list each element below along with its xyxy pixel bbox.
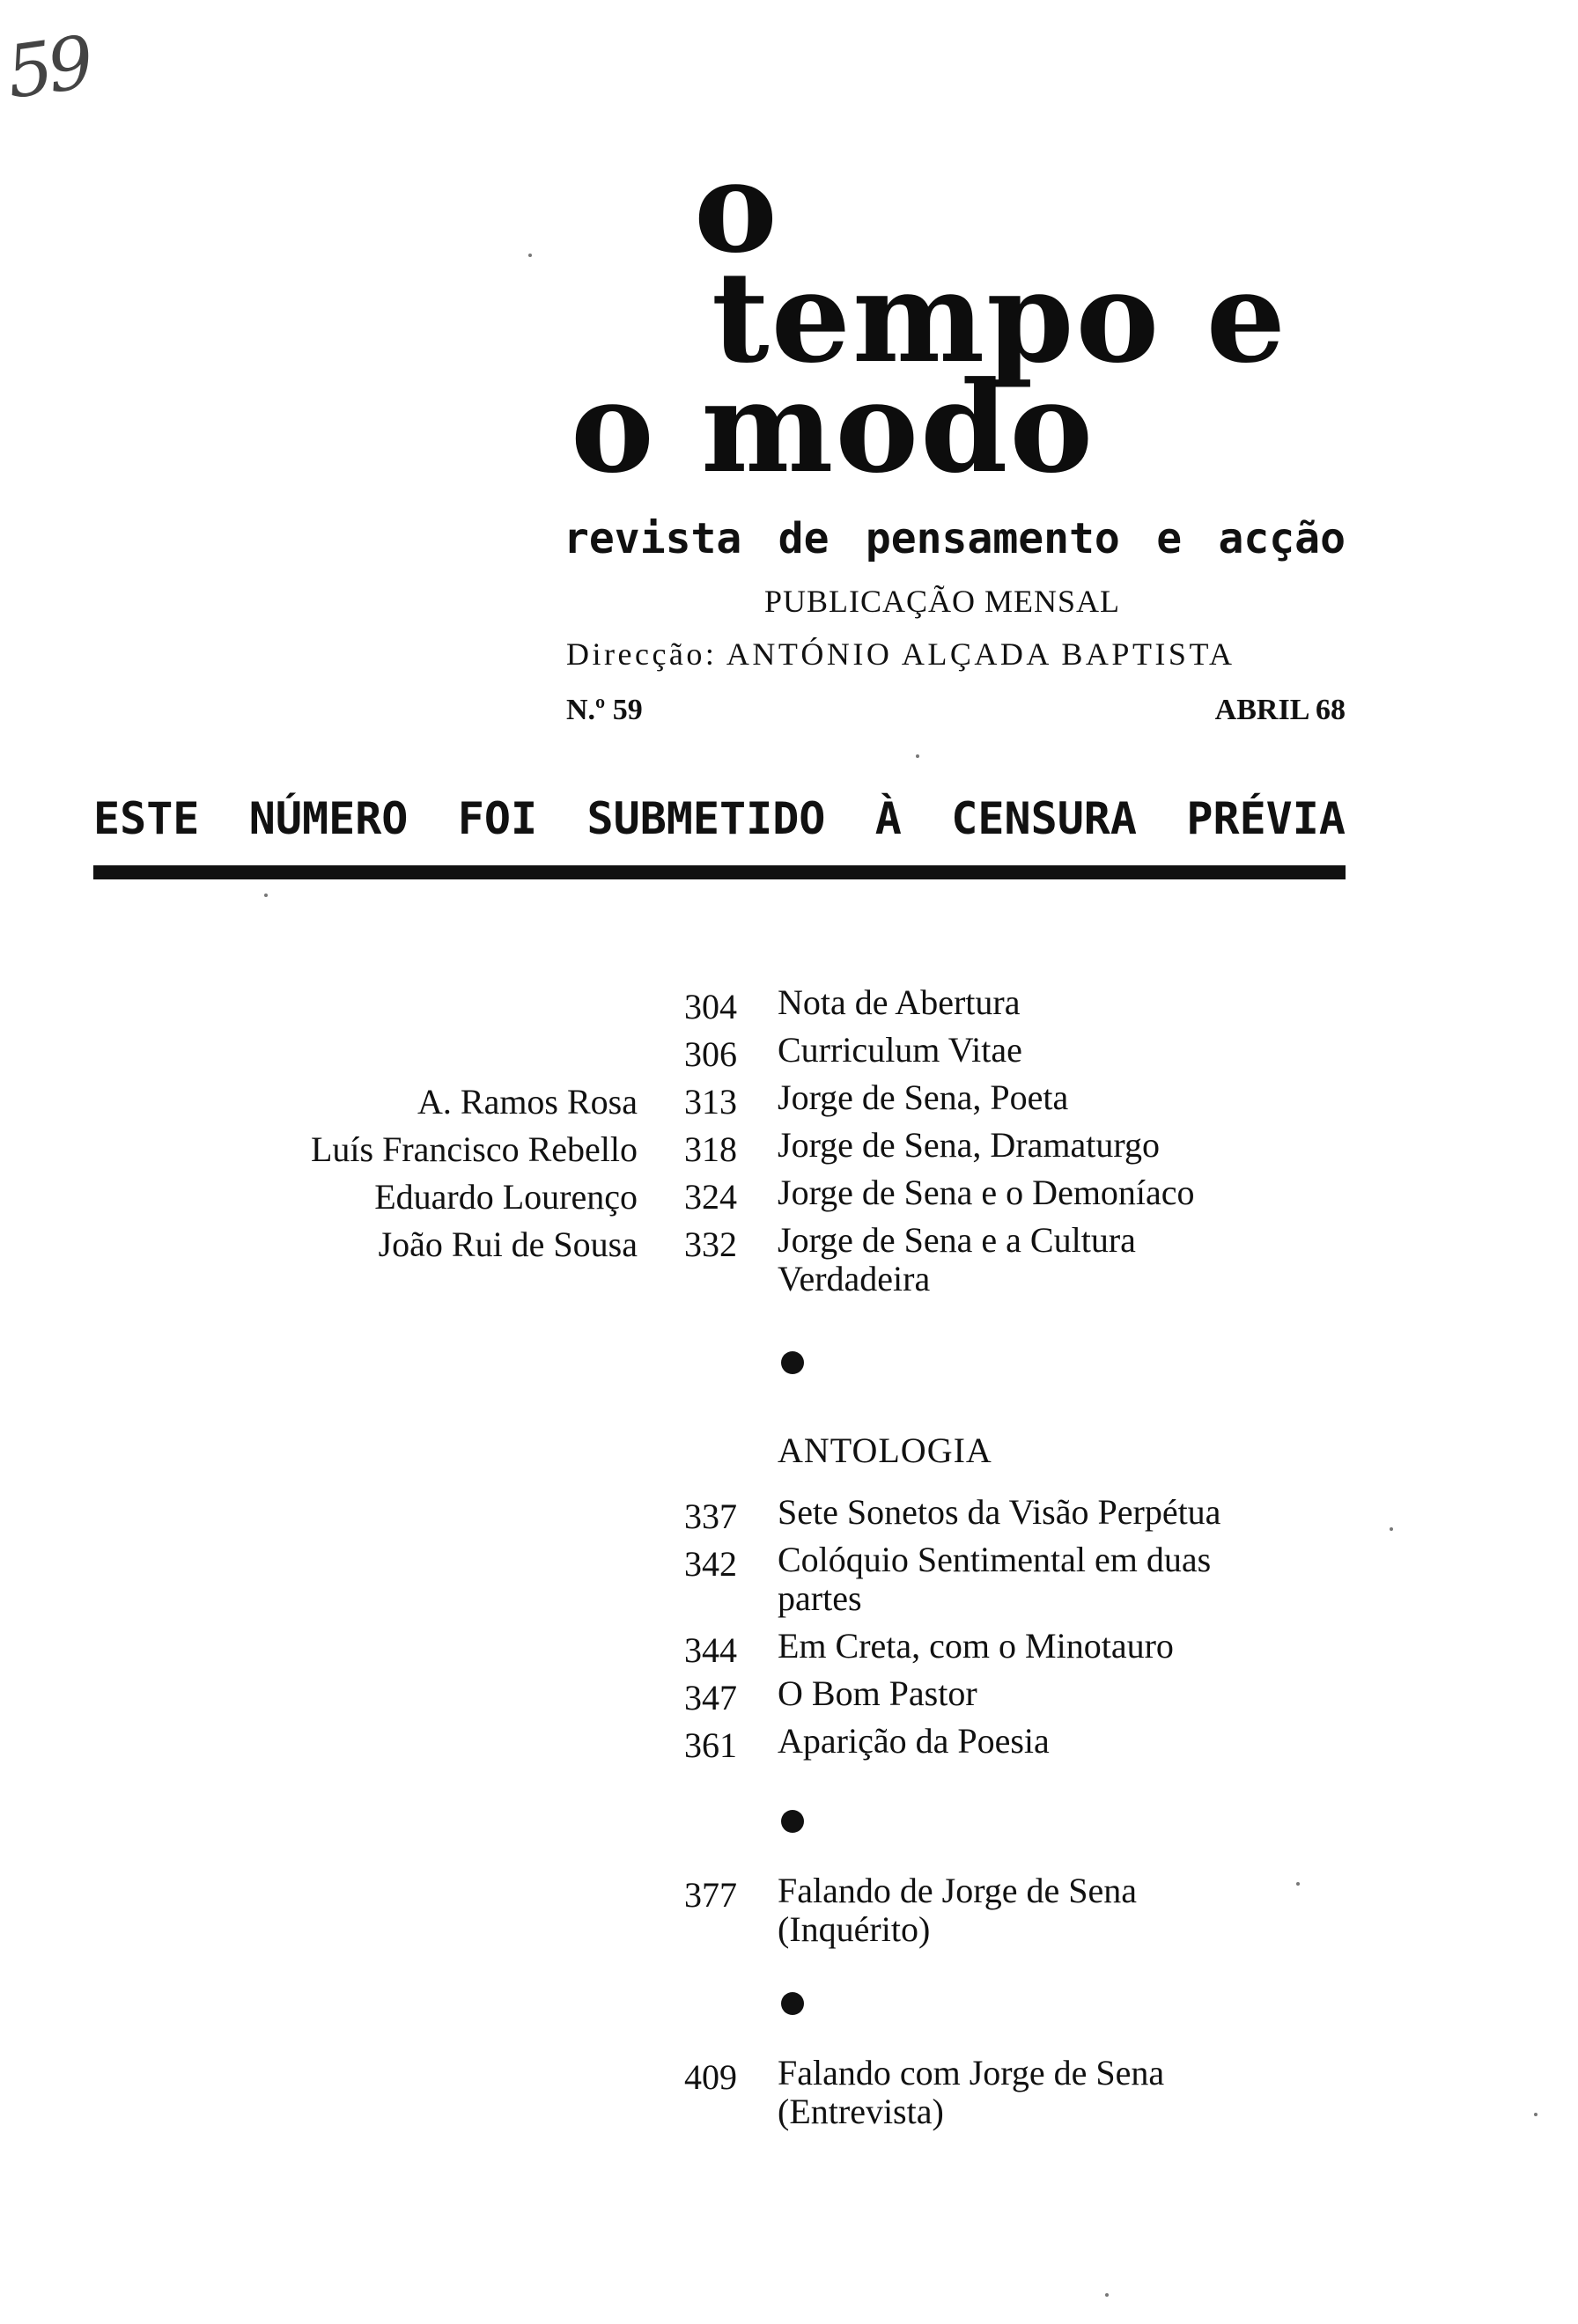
page-number: 332 bbox=[684, 1225, 737, 1264]
contents-row bbox=[0, 1627, 1578, 1674]
section-heading: ANTOLOGIA bbox=[778, 1430, 992, 1470]
article-title: O Bom Pastor bbox=[778, 1673, 977, 1713]
logo-line-2: tempo e bbox=[712, 245, 1287, 391]
contents-row bbox=[0, 2053, 1578, 2131]
scan-speck bbox=[1534, 2113, 1537, 2116]
article-title: Jorge de Sena e o Demoníaco bbox=[778, 1173, 1195, 1212]
section-bullet bbox=[781, 1810, 804, 1833]
publication-frequency: PUBLICAÇÃO MENSAL bbox=[764, 584, 1121, 619]
censorship-word: ESTE bbox=[93, 793, 200, 844]
article-title: Curriculum Vitae bbox=[778, 1030, 1022, 1070]
scan-speck bbox=[916, 754, 919, 758]
scan-speck bbox=[1296, 1882, 1300, 1886]
contents-row bbox=[0, 1220, 1578, 1298]
censorship-word: SUBMETIDO bbox=[586, 793, 826, 844]
author-name: João Rui de Sousa bbox=[378, 1225, 638, 1264]
page-number: 344 bbox=[684, 1630, 737, 1670]
scan-speck bbox=[264, 894, 268, 897]
page-number: 377 bbox=[684, 1875, 737, 1915]
author-name: Luís Francisco Rebello bbox=[310, 1129, 638, 1169]
censorship-word: PRÉVIA bbox=[1186, 793, 1346, 844]
page-number: 337 bbox=[684, 1497, 737, 1536]
issue-date: ABRIL 68 bbox=[1214, 694, 1346, 726]
article-title: Jorge de Sena, Dramaturgo bbox=[778, 1125, 1160, 1165]
scan-speck bbox=[1390, 1527, 1393, 1531]
issue-number: N.º 59 bbox=[566, 694, 643, 726]
scan-speck bbox=[528, 254, 532, 257]
direction-credit: Direcção: ANTÓNIO ALÇADA BAPTISTA bbox=[566, 636, 1235, 672]
page-number: 342 bbox=[684, 1544, 737, 1584]
contents-row bbox=[0, 1871, 1578, 1949]
page-number: 324 bbox=[684, 1177, 737, 1217]
article-title: Nota de Abertura bbox=[778, 982, 1021, 1022]
contents-row bbox=[0, 1493, 1578, 1541]
scan-speck bbox=[1105, 2293, 1109, 2297]
author-name: Eduardo Lourenço bbox=[374, 1177, 638, 1217]
tagline-word: pensamento bbox=[865, 514, 1120, 563]
censorship-word: FOI bbox=[457, 793, 538, 844]
censorship-word: NÚMERO bbox=[248, 793, 409, 844]
contents-row bbox=[0, 1078, 1578, 1126]
article-title: Sete Sonetos da Visão Perpétua bbox=[778, 1492, 1221, 1532]
contents-row bbox=[0, 1173, 1578, 1221]
article-title: Falando de Jorge de Sena (Inquérito) bbox=[778, 1871, 1138, 1949]
censorship-word: À bbox=[874, 793, 902, 844]
article-title: Jorge de Sena, Poeta bbox=[778, 1077, 1069, 1117]
logo-line-1: o bbox=[694, 135, 779, 281]
page-number: 313 bbox=[684, 1082, 737, 1122]
tagline-word: acção bbox=[1218, 514, 1346, 563]
page-number: 304 bbox=[684, 987, 737, 1026]
article-title: Falando com Jorge de Sena (Entrevista) bbox=[778, 2053, 1165, 2131]
censorship-notice bbox=[93, 791, 1346, 846]
tagline-word: e bbox=[1156, 514, 1183, 563]
author-name: A. Ramos Rosa bbox=[417, 1082, 638, 1122]
contents-row bbox=[0, 1674, 1578, 1722]
article-title: Aparição da Poesia bbox=[778, 1721, 1050, 1761]
contents-row bbox=[0, 1540, 1578, 1618]
tagline-word: revista bbox=[564, 514, 742, 563]
page-number: 318 bbox=[684, 1129, 737, 1169]
contents-row bbox=[0, 983, 1578, 1031]
contents-row bbox=[0, 1031, 1578, 1078]
section-bullet bbox=[781, 1351, 804, 1374]
article-title: Colóquio Sentimental em duas partes bbox=[778, 1540, 1212, 1618]
page-number: 361 bbox=[684, 1725, 737, 1765]
article-title: Em Creta, com o Minotauro bbox=[778, 1626, 1174, 1666]
page-number: 306 bbox=[684, 1034, 737, 1074]
tagline-word: de bbox=[778, 514, 830, 563]
heavy-rule bbox=[93, 865, 1346, 879]
handwritten-issue-number: 59 bbox=[1, 21, 94, 115]
contents-row bbox=[0, 1126, 1578, 1173]
section-bullet bbox=[781, 1992, 804, 2015]
page-number: 409 bbox=[684, 2057, 737, 2097]
logo-line-3: o modo bbox=[571, 355, 1095, 501]
page-number: 347 bbox=[684, 1678, 737, 1717]
tagline bbox=[564, 512, 1346, 565]
censorship-word: CENSURA bbox=[951, 793, 1137, 844]
contents-row bbox=[0, 1722, 1578, 1769]
article-title: Jorge de Sena e a Cultura Verdadeira bbox=[778, 1220, 1136, 1298]
